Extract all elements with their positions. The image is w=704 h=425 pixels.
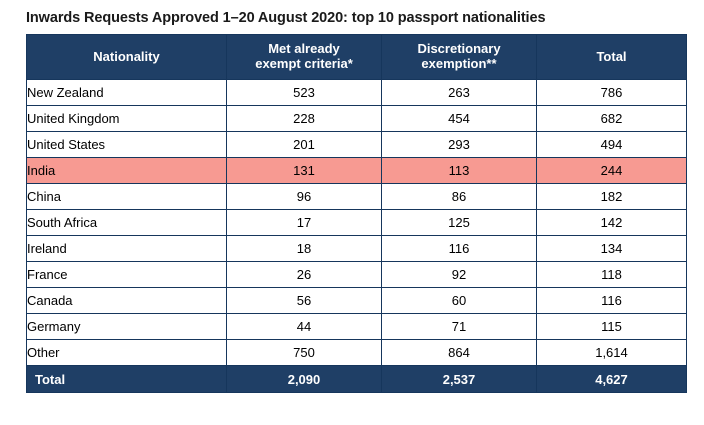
cell-discretionary: 71	[382, 314, 537, 340]
cell-discretionary: 293	[382, 132, 537, 158]
cell-discretionary: 864	[382, 340, 537, 366]
cell-total: 115	[537, 314, 687, 340]
column-header-discretionary	[382, 35, 537, 80]
table-row	[27, 210, 687, 236]
table-row	[27, 184, 687, 210]
cell-total: 142	[537, 210, 687, 236]
cell-nationality: United Kingdom	[27, 106, 227, 132]
cell-nationality: New Zealand	[27, 80, 227, 106]
cell-total-discretionary: 2,537	[382, 366, 537, 393]
column-header-nationality	[27, 35, 227, 80]
column-header-discretionary-line2: exemption**	[421, 56, 497, 71]
column-header-met-exempt-line2: exempt criteria*	[255, 56, 353, 71]
cell-met-exempt: 750	[227, 340, 382, 366]
header-row	[27, 35, 687, 80]
cell-total: 1,614	[537, 340, 687, 366]
cell-nationality: Canada	[27, 288, 227, 314]
cell-total-label: Total	[27, 366, 227, 393]
cell-discretionary: 116	[382, 236, 537, 262]
cell-total: 116	[537, 288, 687, 314]
cell-nationality: South Africa	[27, 210, 227, 236]
cell-discretionary: 60	[382, 288, 537, 314]
cell-nationality: China	[27, 184, 227, 210]
cell-total: 134	[537, 236, 687, 262]
cell-nationality: Ireland	[27, 236, 227, 262]
cell-met-exempt: 96	[227, 184, 382, 210]
cell-met-exempt: 131	[227, 158, 382, 184]
cell-discretionary: 92	[382, 262, 537, 288]
cell-met-exempt: 56	[227, 288, 382, 314]
table-row-highlighted	[27, 158, 687, 184]
cell-nationality: Other	[27, 340, 227, 366]
cell-total-total: 4,627	[537, 366, 687, 393]
column-header-discretionary-line1: Discretionary	[417, 41, 501, 57]
cell-total: 118	[537, 262, 687, 288]
cell-total: 786	[537, 80, 687, 106]
table-row	[27, 340, 687, 366]
cell-discretionary: 125	[382, 210, 537, 236]
column-header-met-exempt	[227, 35, 382, 80]
cell-total: 182	[537, 184, 687, 210]
column-header-total	[537, 35, 687, 80]
cell-met-exempt: 201	[227, 132, 382, 158]
cell-total: 494	[537, 132, 687, 158]
approved-requests-table	[26, 34, 687, 393]
cell-nationality: France	[27, 262, 227, 288]
table-body	[27, 80, 687, 366]
table-row	[27, 132, 687, 158]
table-row	[27, 314, 687, 340]
table-header	[27, 35, 687, 80]
page-title: Inwards Requests Approved 1–20 August 2020: top 10 passport nationalities	[26, 10, 546, 26]
cell-total: 682	[537, 106, 687, 132]
cell-discretionary: 263	[382, 80, 537, 106]
cell-met-exempt: 17	[227, 210, 382, 236]
column-header-total-line1: Total	[596, 48, 627, 64]
cell-total-met-exempt: 2,090	[227, 366, 382, 393]
table-footer	[27, 366, 687, 393]
cell-met-exempt: 26	[227, 262, 382, 288]
table-row	[27, 236, 687, 262]
cell-met-exempt: 44	[227, 314, 382, 340]
cell-met-exempt: 18	[227, 236, 382, 262]
cell-discretionary: 454	[382, 106, 537, 132]
table-row	[27, 288, 687, 314]
cell-nationality: India	[27, 158, 227, 184]
cell-met-exempt: 228	[227, 106, 382, 132]
cell-discretionary: 113	[382, 158, 537, 184]
cell-nationality: United States	[27, 132, 227, 158]
table-row	[27, 106, 687, 132]
table-row	[27, 262, 687, 288]
total-row	[27, 366, 687, 393]
cell-discretionary: 86	[382, 184, 537, 210]
table-row	[27, 80, 687, 106]
cell-total: 244	[537, 158, 687, 184]
column-header-met-exempt-line1: Met already	[268, 41, 340, 57]
cell-met-exempt: 523	[227, 80, 382, 106]
cell-nationality: Germany	[27, 314, 227, 340]
column-header-nationality-line1: Nationality	[93, 48, 160, 64]
